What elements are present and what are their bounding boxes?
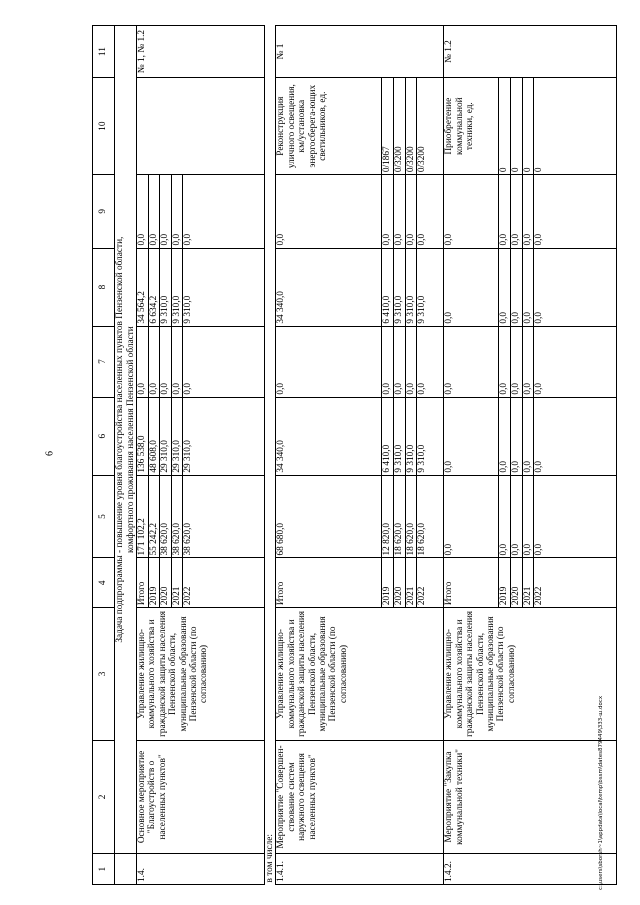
page-number: 6 [44,451,56,456]
table-cell: 0,0 [510,476,522,558]
table-cell: 0/3200 [416,78,428,174]
table-cell: 0,0 [137,382,147,395]
indicator-cell [444,78,617,175]
table-cell: 2022 [533,558,545,607]
regional-cell [137,248,265,326]
table-cell: 0,0 [498,327,510,397]
table-cell: 0 [498,78,510,174]
table-cell: 38 620,0 [159,476,171,558]
table-cell: 2019 [148,558,160,607]
table-cell: 0,0 [522,175,534,247]
table-cell: 0,0 [510,249,522,326]
table-cell: 0,0 [416,327,428,397]
federal-cell [444,397,617,475]
task-line-1: Задача подпрограммы - повышение уровня благоустройства населенных пунктов Пензенской области, [115,236,126,643]
header-col-10: 10 [93,78,115,175]
header-row [93,26,115,885]
table-cell: 38 620,0 [171,476,183,558]
table-cell: 0,0 [171,327,183,397]
col7-cell [137,326,265,397]
row-number: 1.4. [137,854,265,885]
measure-name: Мероприятие "Закупка коммунальной техники" [444,740,617,854]
header-col-11: 11 [93,26,115,78]
table-cell: 0,0 [533,476,545,558]
table-cell: 0,0 [533,175,545,247]
table-cell: 9 310,0 [416,398,428,475]
rotated-table-container [92,25,616,885]
table-cell: 2021 [405,558,417,607]
ref-cell: № 1 [276,26,444,78]
table-cell: 0,0 [393,175,405,247]
executor: Управление жилищно-коммунального хозяйства и гражданской защиты населения Пензенской области, муниципальные образования Пензенской области (по согласованию) [276,608,444,741]
table-cell: 0,0 [405,175,417,247]
table-cell: 9 310,0 [393,398,405,475]
years-cell [444,558,617,608]
table-cell: 2019 [381,558,393,607]
table-cell: 0,0 [182,175,194,247]
table-cell: 34 340,0 [276,291,287,324]
federal-cell [276,397,444,475]
table-cell: 2020 [510,558,522,607]
table-cell: 9 310,0 [159,249,171,326]
table-cell: 9 310,0 [405,398,417,475]
footer-file-path: c:\users\sborsh~1\appdata\local\temp\bssm\dates879449\333-ш.docx [598,695,604,890]
table-cell: 6 634,2 [148,249,160,326]
task-line-2: комфортного проживания населения Пензенской области [125,326,136,554]
table-cell: 0 [510,78,522,174]
years-cell [137,558,265,608]
table-cell: 12 820,0 [381,476,393,558]
table-cell: Реконструкция уличного освещения, км/установка энергосберега-ющих светильников, ед. [276,84,329,169]
total-cell [276,475,444,558]
table-cell: Итого [276,581,287,606]
table-cell: 0,0 [444,233,455,246]
table-cell: 0,0 [405,327,417,397]
table-cell: 38 620,0 [182,476,194,558]
table-cell: 68 680,0 [276,522,287,556]
col7-cell [276,326,444,397]
total-cell [444,475,617,558]
indicator-cell [276,78,444,175]
table-cell: 9 310,0 [182,249,194,326]
table-cell: 29 310,0 [159,398,171,475]
table-cell: 29 310,0 [171,398,183,475]
table-cell: 0,0 [533,249,545,326]
table-cell: 0,0 [182,327,194,397]
table-cell: 34 564,2 [137,291,147,324]
table-cell: 0,0 [393,327,405,397]
table-row-1-4 [137,26,265,885]
executor: Управление жилищно-коммунального хозяйства и гражданской защиты населения Пензенской области, муниципальные образования Пензенской области (по согласованию) [444,608,617,741]
table-cell: 0,0 [276,233,287,246]
table-cell: 0,0 [510,398,522,475]
table-cell: 9 310,0 [416,249,428,326]
col9-cell [276,175,444,248]
table-cell: 9 310,0 [405,249,417,326]
table-cell: 0,0 [522,327,534,397]
col9-cell [137,175,265,248]
table-cell: 9 310,0 [393,249,405,326]
table-cell: 18 620,0 [405,476,417,558]
in-that-number: в том числе: [265,26,276,885]
table-cell: 9 310,0 [171,249,183,326]
regional-cell [444,248,617,326]
table-cell: 171 102,2 [137,518,147,556]
table-cell: 18 620,0 [393,476,405,558]
table-cell: 0,0 [148,327,160,397]
header-col-7: 7 [93,326,115,397]
indicator-cell [137,78,265,175]
header-col-9: 9 [93,175,115,248]
header-col-8: 8 [93,248,115,326]
row-number: 1.4.2. [444,854,617,885]
table-cell: Итого [444,581,455,606]
program-table [92,25,617,885]
ref-cell: № 1.2 [444,26,617,78]
task-description [115,26,137,854]
table-cell: 0,0 [498,398,510,475]
table-cell: 136 538,0 [137,435,147,473]
header-col-4: 4 [93,558,115,608]
table-cell: 48 608,0 [148,398,160,475]
table-cell: 0,0 [381,327,393,397]
table-cell: 55 242,2 [148,476,160,558]
years-cell [276,558,444,608]
table-cell: 0,0 [171,175,183,247]
table-cell: 0,0 [522,476,534,558]
table-cell: 0,0 [137,233,147,246]
table-cell: 2020 [159,558,171,607]
ref-cell: № 1, № 1.2 [137,26,265,78]
table-cell: 0,0 [444,543,455,556]
table-cell: 0,0 [148,175,160,247]
table-cell: 0/3200 [405,78,417,174]
table-cell: 0 [522,78,534,174]
table-cell: 18 620,0 [416,476,428,558]
table-cell: 0,0 [510,175,522,247]
table-cell: 0,0 [533,327,545,397]
table-cell: 2022 [182,558,194,607]
table-cell: 0,0 [416,175,428,247]
task-row [115,26,137,885]
table-cell: 0 [533,78,545,174]
table-cell: 0,0 [444,461,455,473]
header-col-2: 2 [93,740,115,854]
header-col-1: 1 [93,854,115,885]
header-col-5: 5 [93,475,115,558]
table-cell: 0,0 [533,398,545,475]
regional-cell [276,248,444,326]
table-cell: 0/3200 [393,78,405,174]
table-cell: 0/1867 [381,78,393,174]
table-cell: Приобретение коммунальной техники, ед. [444,97,476,155]
table-cell: Итого [137,581,147,606]
table-cell: 0,0 [381,175,393,247]
table-cell: 6 410,0 [381,398,393,475]
executor: Управление жилищно-коммунального хозяйства и гражданской защиты населения Пензенской области, муниципальные образования Пензенской области (по согласованию) [137,608,265,741]
table-cell: 0,0 [498,175,510,247]
table-cell: 0,0 [444,311,455,324]
federal-cell [137,397,265,475]
table-cell: 2021 [522,558,534,607]
table-cell: 34 340,0 [276,440,287,473]
table-cell: 0,0 [159,175,171,247]
header-col-6: 6 [93,397,115,475]
table-row-1-4-1 [276,26,444,885]
table-cell: 29 310,0 [182,398,194,475]
table-cell: 0,0 [498,249,510,326]
table-cell: 2019 [498,558,510,607]
header-col-3: 3 [93,608,115,741]
measure-name: Мероприятие "Совершен-ствование систем наружного освещения населенных пунктов" [276,740,444,854]
table-cell: 2021 [171,558,183,607]
col9-cell [444,175,617,248]
table-cell: 0,0 [444,382,455,395]
table-cell: 6 410,0 [381,249,393,326]
table-cell: 0,0 [522,249,534,326]
table-row-1-4-2 [444,26,617,885]
row-number: 1.4.1. [276,854,444,885]
col7-cell [444,326,617,397]
measure-name: Основное мероприятие "Благоустройств о населенных пунктов" [137,740,265,854]
table-cell: 0,0 [276,382,287,395]
table-cell: 0,0 [510,327,522,397]
table-cell: 0,0 [522,398,534,475]
table-cell: 2022 [416,558,428,607]
table-cell: 2020 [393,558,405,607]
total-cell [137,475,265,558]
table-cell: 0,0 [159,327,171,397]
in-that-number-row [265,26,276,885]
table-cell: 0,0 [498,476,510,558]
